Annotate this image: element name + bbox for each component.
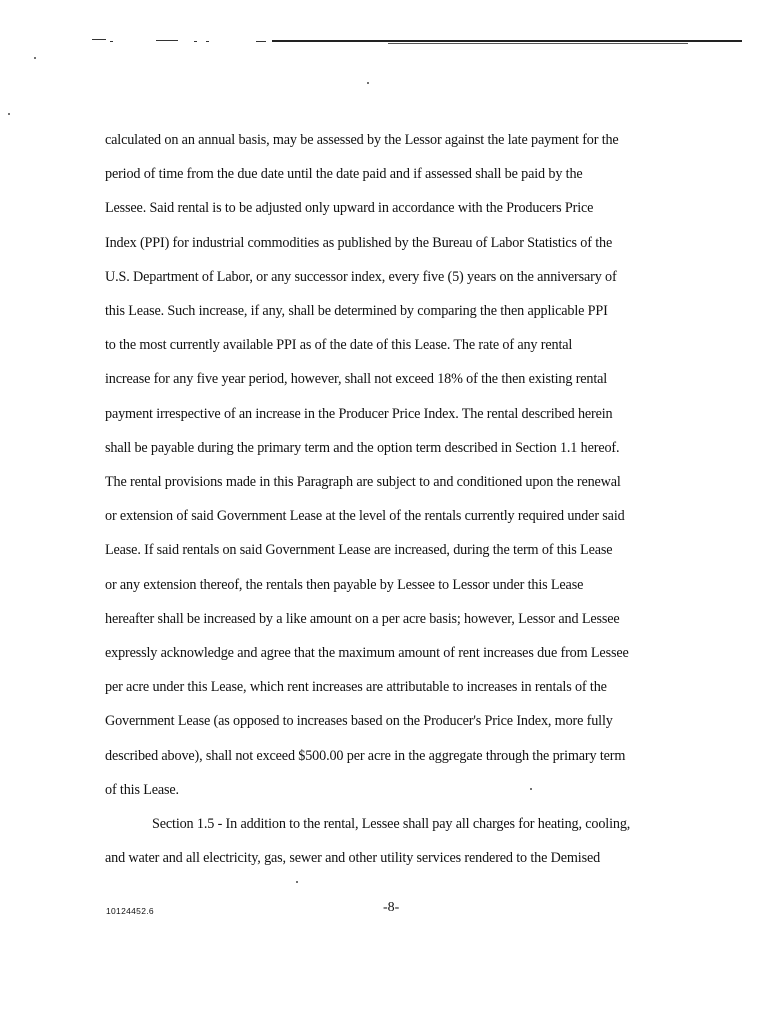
page-number: -8- <box>383 900 400 915</box>
text-line: payment irrespective of an increase in the Producer Price Index. The rental described herein <box>105 405 613 422</box>
text-line: Lessee. Said rental is to be adjusted only upward in accordance with the Producers Price <box>105 200 594 217</box>
scan-rule-thin <box>388 43 688 44</box>
text-line: per acre under this Lease, which rent increases are attributable to increases in rentals of the <box>105 679 607 696</box>
text-line: this Lease. Such increase, if any, shall be determined by comparing the then applicable PPI <box>105 303 608 320</box>
text-line: to the most currently available PPI as of the date of this Lease. The rate of any rental <box>105 337 573 354</box>
text-line: Government Lease (as opposed to increases based on the Producer's Price Index, more fully <box>105 713 613 730</box>
scan-artifact-header <box>88 34 743 48</box>
scan-rule <box>272 40 742 42</box>
text-line: Lease. If said rentals on said Government Lease are increased, during the term of this Lease <box>105 542 613 559</box>
text-line: period of time from the due date until the date paid and if assessed shall be paid by the <box>105 166 583 183</box>
scan-speck <box>34 57 36 59</box>
document-id: 10124452.6 <box>106 906 154 916</box>
text-line: described above), shall not exceed $500.00 per acre in the aggregate through the primary term <box>105 747 626 764</box>
text-line: U.S. Department of Labor, or any successor index, every five (5) years on the anniversary of <box>105 268 617 285</box>
text-line: shall be payable during the primary term and the option term described in Section 1.1 hereof. <box>105 439 620 456</box>
text-line: hereafter shall be increased by a like amount on a per acre basis; however, Lessor and Lessee <box>105 610 620 627</box>
text-line: of this Lease. <box>105 781 179 798</box>
section-heading-line: Section 1.5 - In addition to the rental, Lessee shall pay all charges for heating, cooling, <box>152 816 631 833</box>
text-line: Index (PPI) for industrial commodities as published by the Bureau of Labor Statistics of the <box>105 234 613 251</box>
text-line: or any extension thereof, the rentals then payable by Lessee to Lessor under this Lease <box>105 576 584 593</box>
scan-speck <box>367 82 369 84</box>
text-line: increase for any five year period, however, shall not exceed 18% of the then existing rental <box>105 371 608 388</box>
text-line: The rental provisions made in this Paragraph are subject to and conditioned upon the renewal <box>105 474 621 491</box>
text-line: and water and all electricity, gas, sewer and other utility services rendered to the Demised <box>105 850 601 867</box>
text-line: calculated on an annual basis, may be assessed by the Lessor against the late payment for the <box>105 132 619 148</box>
scan-speck <box>296 881 298 883</box>
scan-speck <box>8 113 10 115</box>
text-line: or extension of said Government Lease at the level of the rentals currently required under said <box>105 508 625 525</box>
text-line: expressly acknowledge and agree that the maximum amount of rent increases due from Lessee <box>105 645 629 662</box>
document-body <box>105 123 690 875</box>
